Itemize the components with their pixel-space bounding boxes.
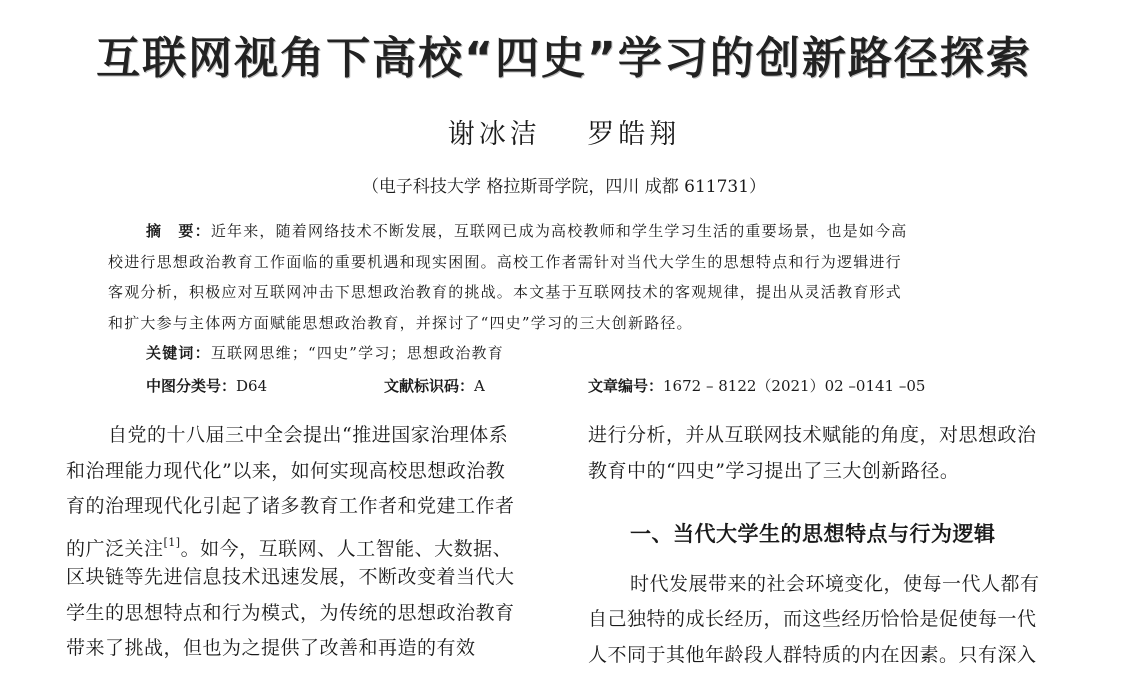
author-name: 罗皓翔	[587, 119, 680, 150]
abstract-text: 近年来，随着网络技术不断发展，互联网已成为高校教师和学生学习生活的重要场景，也是如今高	[211, 222, 908, 240]
abstract	[108, 216, 1028, 369]
body-line: 育的治理现代化引起了诸多教育工作者和党建工作者	[66, 489, 548, 525]
article-label: 文章编号：	[588, 377, 663, 395]
keywords-label: 关键词：	[146, 344, 211, 362]
clc-number	[146, 375, 267, 396]
classification-row	[0, 375, 1128, 403]
abstract-label: 摘 要：	[146, 222, 211, 240]
article-number	[588, 375, 925, 396]
body-line	[66, 525, 548, 561]
body-text: 的广泛关注	[66, 538, 164, 560]
doc-value: A	[474, 377, 485, 395]
affiliation: （电子科技大学 格拉斯哥学院，四川 成都 611731）	[0, 172, 1128, 197]
author-list	[0, 112, 1128, 151]
body-line: 带来了挑战，但也为之提供了改善和再造的有效	[66, 631, 548, 667]
body-column-left	[66, 418, 548, 667]
body-line: 时代发展带来的社会环境变化，使每一代人都有	[588, 567, 1068, 603]
body-text: 。如今，互联网、人工智能、大数据、	[181, 538, 513, 560]
keywords-text: 互联网思维；“四史”学习；思想政治教育	[211, 344, 504, 362]
body-line: 进行分析，并从互联网技术赋能的角度，对思想政治	[588, 418, 1068, 454]
abstract-line: 客观分析，积极应对互联网冲击下思想政治教育的挑战。本文基于互联网技术的客观规律，提出从灵活教育形式	[108, 277, 1028, 308]
clc-label: 中图分类号：	[146, 377, 236, 395]
abstract-line: 和扩大参与主体两方面赋能思想政治教育，并探讨了“四史”学习的三大创新路径。	[108, 308, 1028, 339]
body-line: 自党的十八届三中全会提出“推进国家治理体系	[66, 418, 548, 454]
keywords	[108, 338, 1028, 369]
document-code	[384, 375, 485, 396]
body-line: 学生的思想特点和行为模式，为传统的思想政治教育	[66, 596, 548, 632]
section-heading: 一、当代大学生的思想特点与行为逻辑	[630, 517, 1068, 553]
body-line: 区块链等先进信息技术迅速发展，不断改变着当代大	[66, 560, 548, 596]
doc-label: 文献标识码：	[384, 377, 474, 395]
body-line: 自己独特的成长经历，而这些经历恰恰是促使每一代	[588, 602, 1068, 638]
clc-value: D64	[236, 377, 267, 395]
author-name: 谢冰洁	[448, 119, 541, 150]
body-line: 和治理能力现代化”以来，如何实现高校思想政治教	[66, 454, 548, 490]
body-column-right	[588, 418, 1068, 673]
abstract-line	[108, 216, 1028, 247]
article-title: 互联网视角下高校“四史”学习的创新路径探索	[0, 22, 1128, 86]
abstract-line: 校进行思想政治教育工作面临的重要机遇和现实困囿。高校工作者需针对当代大学生的思想特点和行为逻辑进行	[108, 247, 1028, 278]
body-line: 人不同于其他年龄段人群特质的内在因素。只有深入	[588, 638, 1068, 673]
body-line: 教育中的“四史”学习提出了三大创新路径。	[588, 454, 1068, 490]
article-value: 1672 – 8122（2021）02 –0141 –05	[663, 377, 925, 395]
reference-marker[interactable]: [1]	[164, 536, 181, 549]
